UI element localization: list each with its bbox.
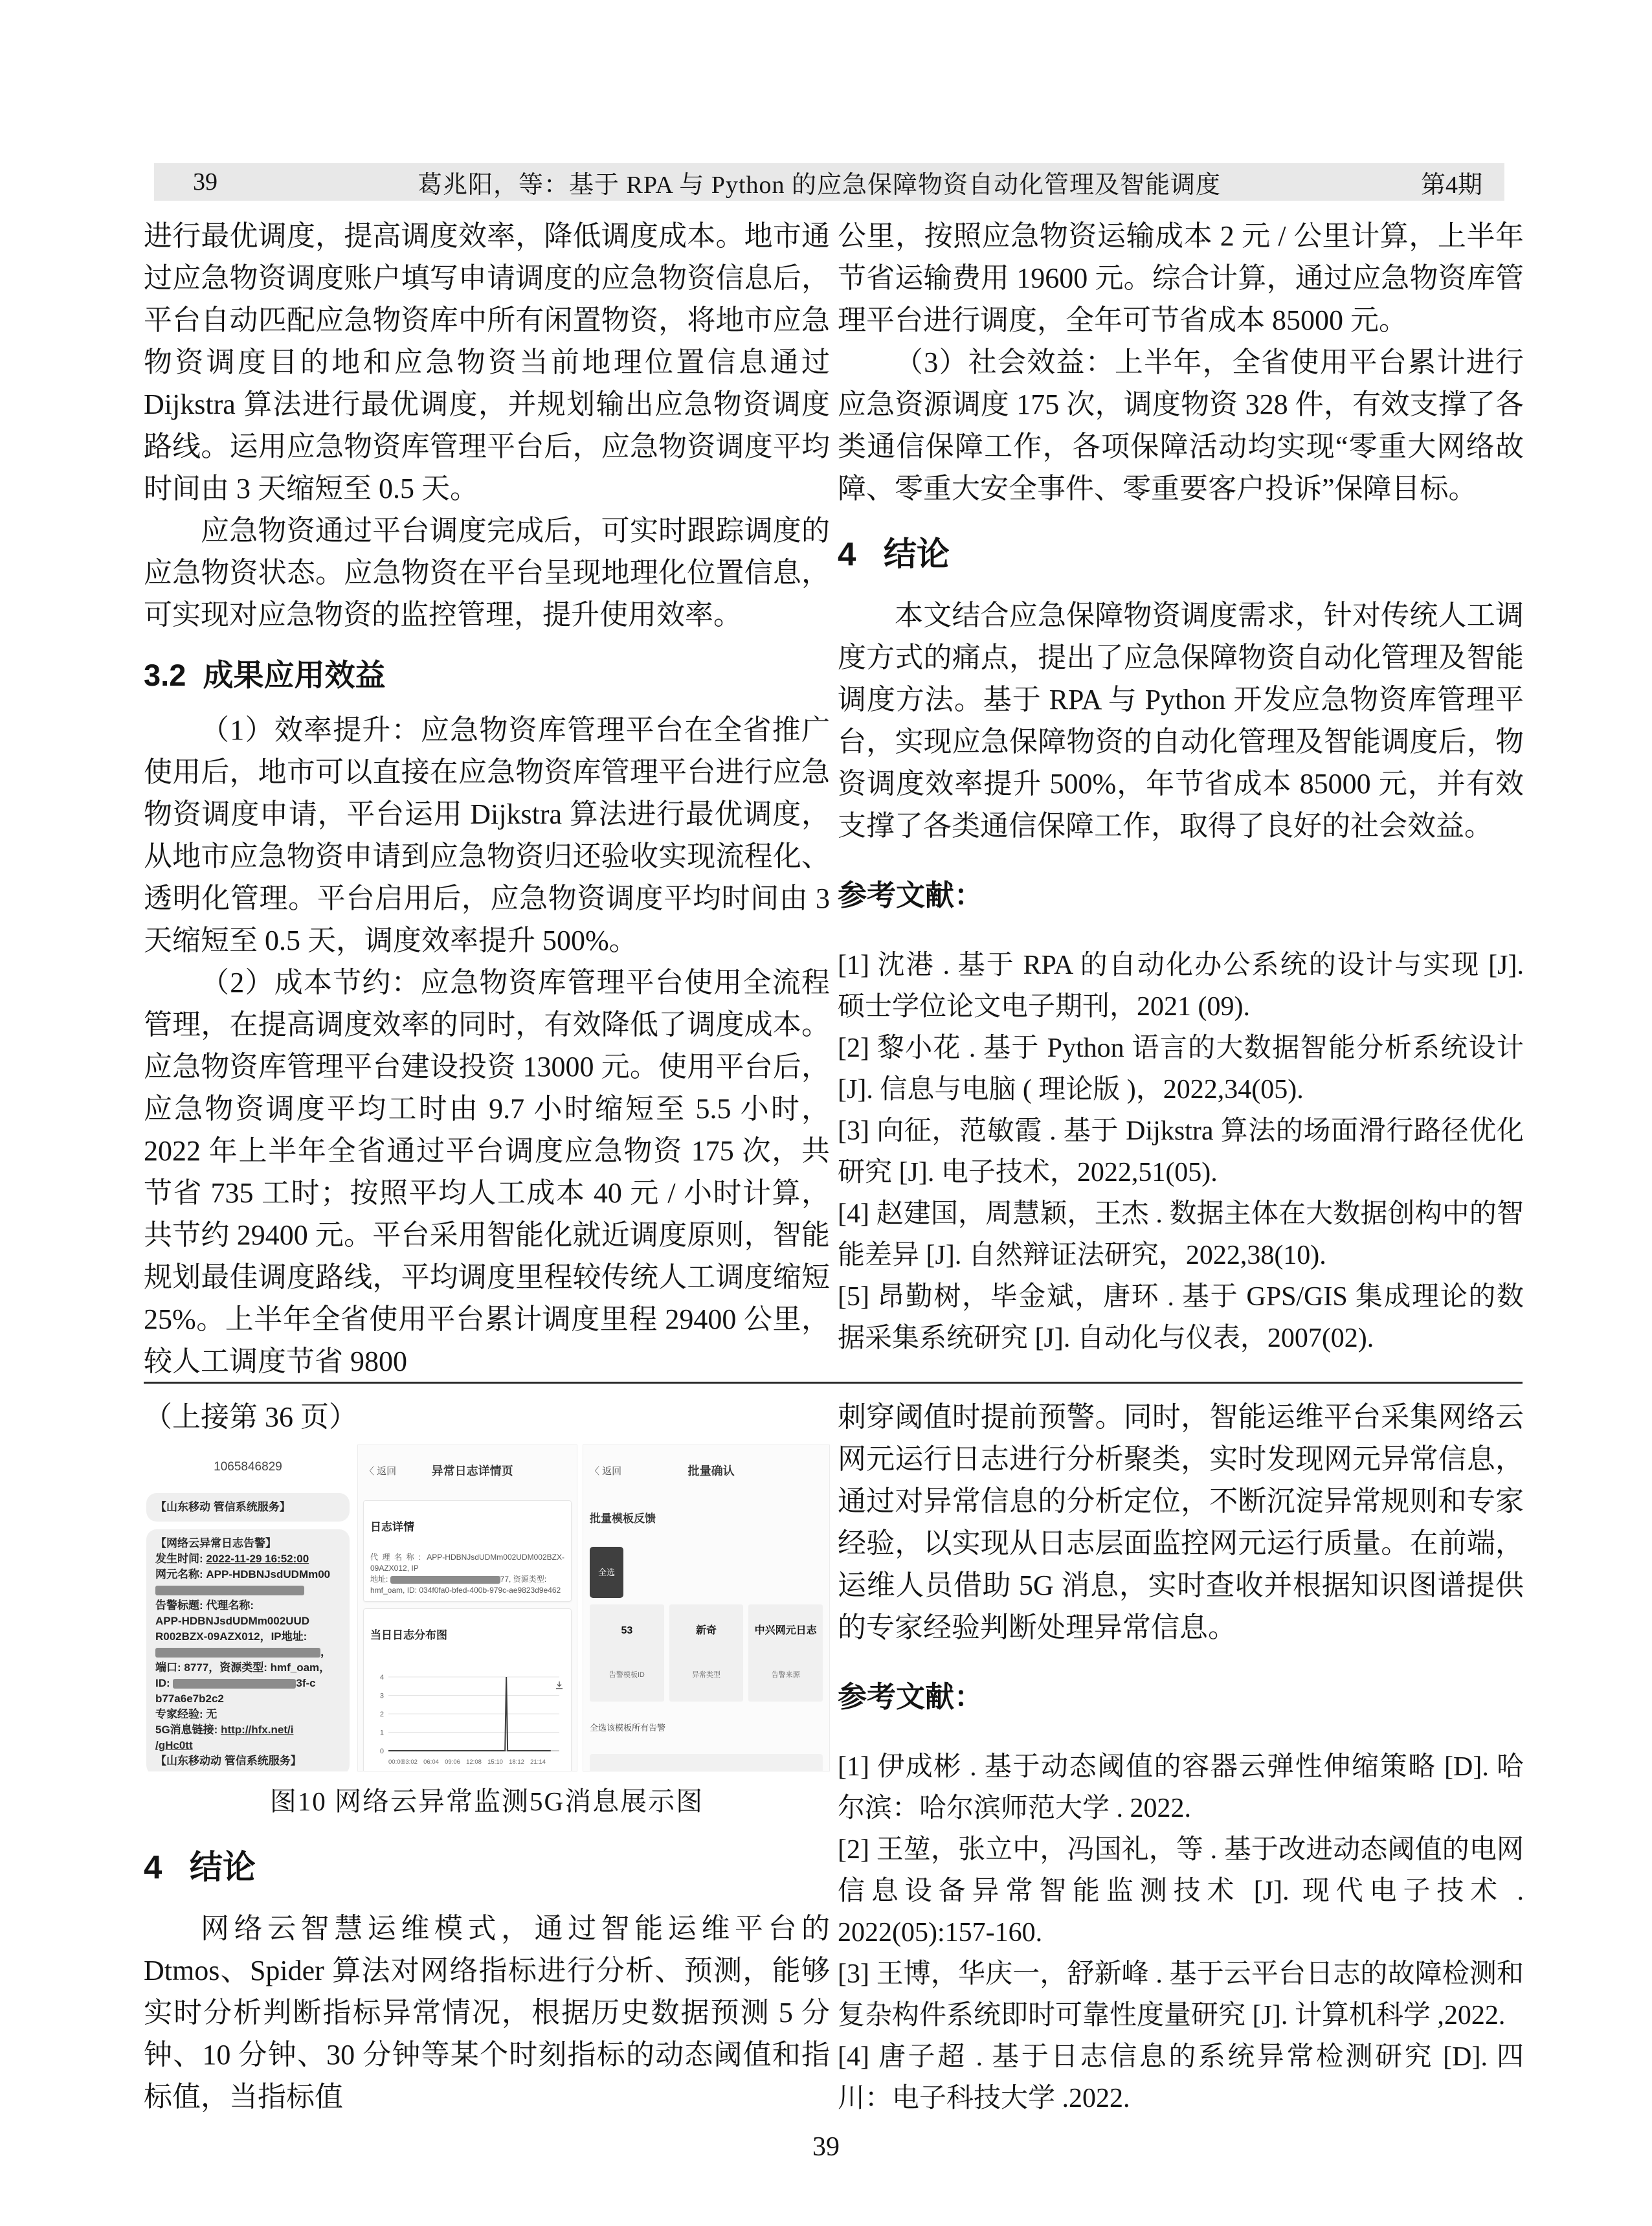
paragraph: （3）社会效益：上半年，全省使用平台累计进行应急资源调度 175 次，调度物资 328 件，有效支撑了各类通信保障工作，各项保障活动均实现“零重大网络故障、零重大安全事件、零重要客户投诉”保障目标。 [838,346,1524,504]
paragraph: 本文结合应急保障物资调度需求，针对传统人工调度方式的痛点，提出了应急保障物资自动化管理及智能调度方法。基于 RPA 与 Python 开发应急物资库管理平台，实现应急保障物资的自动化管理及智能调度后，物资调度效率提升 500%，年节省成本 85000 元，并有效支撑了各类通信保障工作，取得了良好的社会效益。 [838,600,1524,842]
sms-line: 【山东移动动 管信系统服务】 [155,1755,302,1767]
references-heading: 参考文献： [838,1680,984,1713]
header-title: 葛兆阳，等：基于 RPA 与 Python 的应急保障物资自动化管理及智能调度 [417,171,1221,199]
svg-text:03:02: 03:02 [402,1759,418,1766]
sms-5g-link[interactable]: /gHc0tt [155,1739,193,1751]
reference-item: [1] 伊成彬 . 基于动态阈值的容器云弹性伸缩策略 [D]. 哈尔滨：哈尔滨师范大学 . 2022. [838,1752,1524,1823]
log-chart-panel [363,1608,572,1771]
reference-item: [4] 赵建国，周慧颖，王杰 . 数据主体在大数据创构中的智能差异 [J]. 自然辩证法研究，2022,38(10). [838,1199,1524,1270]
sms-line: b77a6e7b2c2 [155,1692,224,1705]
svg-text:3: 3 [379,1692,384,1700]
panel-title: 当日日志分布图 [370,1629,447,1641]
sms-line: 发生时间: 2022-11-29 16:52:00 [155,1553,309,1565]
paragraph: 刺穿阈值时提前预警。同时，智能运维平台采集网络云网元运行日志进行分析聚类，实时发现网元异常信息，通过对异常信息的分析定位，不断沉淀异常规则和专家经验，以实现从日志层面监控网元运行质量。在前端，运维人员借助 5G 消息，实时查收并根据知识图谱提供的专家经验判断处理异常信息。 [838,1401,1524,1643]
svg-text:12:08: 12:08 [466,1759,482,1766]
svg-text:18:12: 18:12 [509,1759,524,1766]
sms-line [155,1582,340,1598]
stat-alarm-source: 中兴网元日志 告警来源 [748,1604,823,1702]
redacted-bar [155,1586,304,1595]
reference-item: [4] 唐子超 . 基于日志信息的系统异常检测研究 [D]. 四川：电子科技大学 .2022. [838,2042,1524,2113]
redacted-bar [173,1679,296,1689]
reference-item: [2] 黎小花 . 基于 Python 语言的大数据智能分析系统设计 [J]. 信息与电脑 ( 理论版 )，2022,34(05). [838,1033,1524,1105]
paragraph: 网络云智慧运维模式，通过智能运维平台的 Dtmos、Spider 算法对网络指标进行分析、预测，能够实时分析判断指标异常情况，根据历史数据预测 5 分钟、10 分钟、30 分钟等某个时刻指标的动态阈值和指标值，当指标值 [144,1913,830,2113]
page-number: 39 [812,2132,840,2162]
sms-line: 5G消息链接: http://hfx.net/i [155,1724,294,1736]
figure-caption: 图10 网络云异常监测5G消息展示图 [269,1786,704,1816]
svg-text:21:14: 21:14 [530,1759,546,1766]
continued-from-note: （上接第 36 页） [144,1401,357,1433]
view-detail-link[interactable] [779,1759,816,1771]
sms-line: 专家经验: 无 [155,1708,218,1720]
sms-bubble-alert [146,1529,350,1771]
alarm-card[interactable] [590,1754,823,1771]
template-stats-row [590,1604,823,1702]
header-page-number: 39 [193,168,218,196]
svg-text:2: 2 [379,1711,384,1718]
running-head [154,163,1504,201]
sms-5g-link[interactable]: http://hfx.net/i [221,1724,294,1736]
svg-text:06:04: 06:04 [423,1759,439,1766]
svg-text:4: 4 [379,1674,384,1681]
paragraph: 应急物资通过平台调度完成后，可实时跟踪调度的应急物资状态。应急物资在平台呈现地理化位置信息，可实现对应急物资的监控管理，提升使用效率。 [144,515,830,631]
daily-log-chart [370,1670,564,1771]
reference-item: [3] 王博，华庆一，舒新峰 . 基于云平台日志的故障检测和复杂构件系统即时可靠性度量研究 [J]. 计算机科学 ,2022. [838,1959,1524,2030]
sms-line: R002BZX-09AZX012，IP地址: [155,1630,307,1643]
svg-text:0: 0 [379,1748,384,1755]
redacted-bar [155,1648,320,1658]
stat-template-id: 53 告警模板ID [590,1604,664,1702]
panel-title: 日志详情 [370,1521,414,1533]
sms-line: APP-HDBNJsdUDMm002UUD [155,1615,310,1627]
section-divider [144,1382,1523,1384]
sms-sender-number: 1065846829 [214,1460,282,1474]
sms-line: 网元名称: APP-HDBNJsdUDMm00 [155,1568,331,1580]
column-top-right [838,215,1524,1359]
paragraph: （1）效率提升：应急物资库管理平台在全省推广使用后，地市可以直接在应急物资库管理平台进行应急物资调度申请，平台运用 Dijkstra 算法进行最优调度，从地市应急物资申请到应急物资归还验收实现流程化、透明化管理。平台启用后，应急物资调度平均时间由 3 天缩短至 0.5 天，调度效率提升 500%。 [144,714,830,956]
column-top-left [144,215,830,1382]
alarm-time [596,1759,717,1771]
sms-bubble-service: 【山东移动 管信系统服务】 [146,1493,350,1522]
batch-section-label: 批量模板反馈 [590,1512,656,1525]
download-icon[interactable] [554,1660,564,1670]
section-heading-conclusion: 4 结论 [144,1849,256,1885]
select-all-row [590,1545,823,1598]
references-list [838,1746,1524,2119]
log-detail-text: 代理名称: APP-HDBNJsdUDMm002UDM002BZX-09AZX012, IP 地址: 77, 资源类型: hmf_oam, ID: 034f0fa0-bfed-400b-979c-ae9823d9e462 [370,1553,564,1595]
log-detail-panel [363,1500,572,1602]
section-heading-conclusion: 4 结论 [838,535,950,572]
select-template-note: 全选该模板所有告警 [590,1723,666,1733]
stat-anomaly-type: 新奇 异常类型 [669,1604,744,1702]
column-bottom-left [144,1396,830,2118]
svg-text:1: 1 [379,1729,384,1737]
svg-text:00:00: 00:00 [388,1759,404,1766]
references-heading: 参考文献： [838,879,984,912]
paragraph: （2）成本节约：应急物资库管理平台使用全流程管理，在提高调度效率的同时，有效降低了调度成本。应急物资库管理平台建设投资 13000 元。使用平台后，应急物资调度平均工时由 9.7 小时缩短至 5.5 小时，2022 年上半年全省通过平台调度应急物资 175 次，共节省 735 工时；按照平均人工成本 40 元 / 小时计算，共节约 29400 元。平台采用智能化就近调度原则，智能规划最佳调度路线，平均调度里程较传统人工调度缩短 25%。上半年全省使用平台累计调度里程 29400 公里，较人工调度节省 9800 [144,967,830,1377]
sms-line: 【网络云异常日志告警】 [155,1537,276,1549]
paragraph: 公里，按照应急物资运输成本 2 元 / 公里计算，上半年节省运输费用 19600 元。综合计算，通过应急物资库管理平台进行调度，全年可节省成本 85000 元。 [838,220,1524,336]
section-heading-3-2: 3.2 成果应用效益 [144,658,386,692]
reference-item: [3] 向征，范敏霞 . 基于 Dijkstra 算法的场面滑行路径优化研究 [J]. 电子技术，2022,51(05). [838,1116,1524,1187]
references-list [838,945,1524,1359]
back-button[interactable]: 〈 返回 [590,1466,622,1477]
redacted-bar [390,1576,500,1584]
select-all-button[interactable]: 全选 [590,1547,623,1598]
figure-10 [144,1445,830,1771]
detail-page-title: 异常日志详情页 [431,1465,513,1478]
reference-item: [5] 昂勤树，毕金斌，唐环 . 基于 GPS/GIS 集成理论的数据采集系统研究 [J]. 自动化与仪表，2007(02). [838,1282,1524,1353]
sms-screenshot [144,1445,352,1771]
reference-item: [2] 王堃，张立中，冯国礼，等 . 基于改进动态阈值的电网信息设备异常智能监测技术 [J]. 现代电子技术 . 2022(05):157-160. [838,1835,1524,1948]
svg-text:15:10: 15:10 [487,1759,503,1766]
header-issue: 第4期 [1420,171,1482,199]
sms-line: ， [155,1645,340,1660]
column-bottom-right [838,1396,1524,2119]
batch-header [583,1445,829,1496]
batch-page-title: 批量确认 [687,1465,735,1478]
sms-line [155,1738,340,1753]
detail-header [358,1445,577,1496]
back-button[interactable]: 〈 返回 [364,1466,397,1477]
batch-confirm-screenshot [583,1445,830,1771]
sms-line: ID: 3f-c [155,1677,316,1689]
sms-line: 告警标题: 代理名称: [155,1599,254,1612]
reference-item: [1] 沈港 . 基于 RPA 的自动化办公系统的设计与实现 [J]. 硕士学位论文电子期刊，2021 (09). [838,950,1524,1022]
log-detail-screenshot [357,1445,577,1771]
svg-text:09:06: 09:06 [445,1759,460,1766]
paragraph: 进行最优调度，提高调度效率，降低调度成本。地市通过应急物资调度账户填写申请调度的应急物资信息后，平台自动匹配应急物资库中所有闲置物资，将地市应急物资调度目的地和应急物资当前地理位置信息通过 Dijkstra 算法进行最优调度，并规划输出应急物资调度路线。运用应急物资库管理平台后，应急物资调度平均时间由 3 天缩短至 0.5 天。 [144,220,830,504]
sms-line: 端口: 8777，资源类型: hmf_oam， [155,1661,331,1674]
